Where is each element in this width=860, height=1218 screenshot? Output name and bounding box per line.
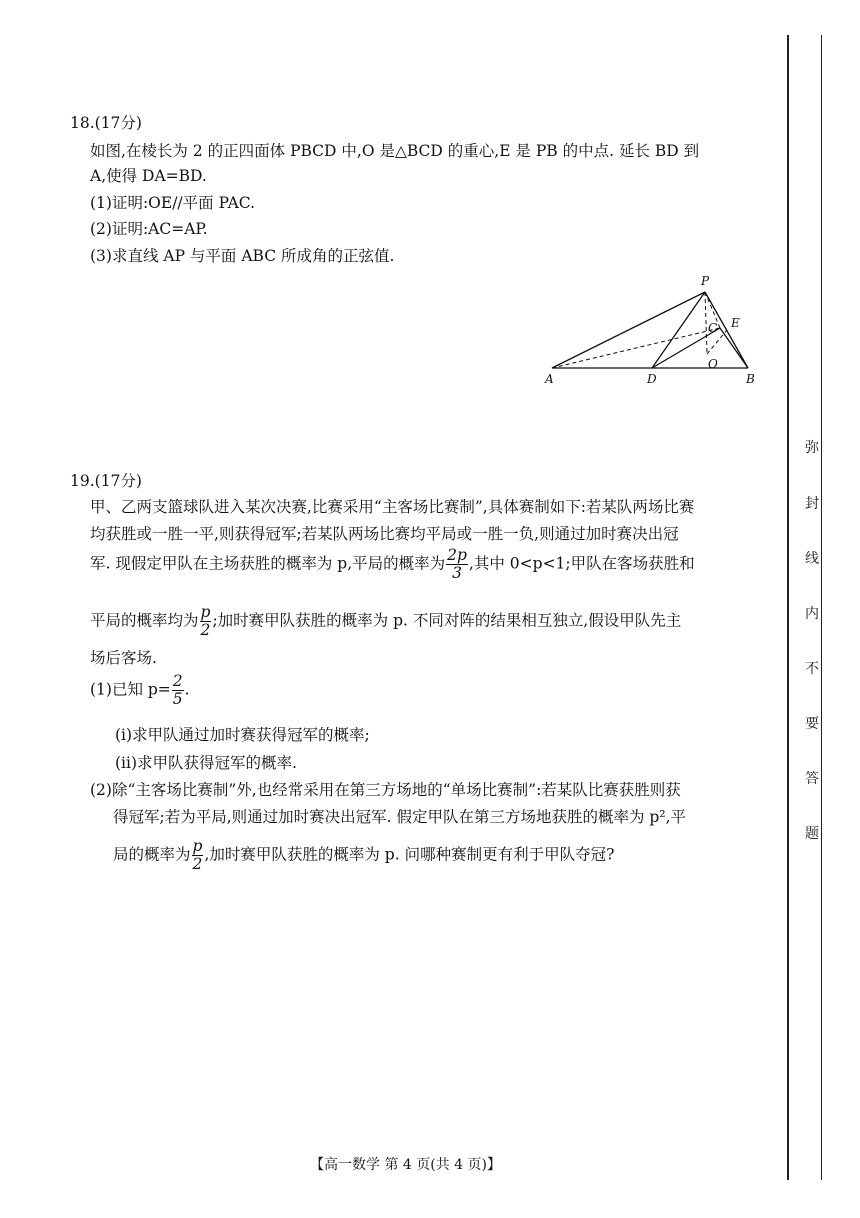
tetrahedron-figure [540, 270, 770, 390]
q18-part2: (2)证明:AC=AP. [90, 220, 208, 238]
q19-stem-line4: 平局的概率均为 $\frac{p}{2}$ ;加时赛甲队获胜的概率为 p. 不同对阵的结果相互独立,假设甲队先主 [90, 603, 682, 639]
segment-PO-dashed [705, 292, 707, 354]
q19-header: 19.(17分) [70, 472, 142, 490]
fraction-p-over-2: $\frac{p}{2}$ [200, 603, 211, 639]
seal-char-2: 封 [805, 496, 819, 512]
q19-sub1-i: (ⅰ)求甲队通过加时赛获得冠军的概率; [115, 726, 370, 744]
label-A: A [545, 372, 554, 386]
seal-char-4: 内 [805, 606, 819, 622]
segment-DP [652, 292, 705, 368]
seal-char-7: 答 [805, 771, 819, 787]
q18-part3: (3)求直线 AP 与平面 ABC 所成角的正弦值. [90, 247, 395, 265]
label-D: D [647, 372, 657, 386]
q19-stem-line1: 甲、乙两支篮球队进入某次决赛,比赛采用“主客场比赛制”,具体赛制如下:若某队两场比赛 [90, 498, 695, 516]
q18-part1: (1)证明:OE//平面 PAC. [90, 194, 256, 212]
fraction-2-over-5: $\frac{2}{5}$ [172, 672, 183, 708]
q19-stem-line2: 均获胜或一胜一平,则获得冠军;若某队两场比赛均平局或一胜一负,则通过加时赛决出冠 [90, 525, 679, 543]
seal-char-5: 不 [805, 661, 819, 677]
seal-char-8: 题 [805, 826, 819, 842]
label-P: P [701, 274, 710, 288]
q18-header: 18.(17分) [70, 114, 142, 132]
q19-stem-line3: 军. 现假定甲队在主场获胜的概率为 p,平局的概率为 $\frac{2p}{3}$ ,其中 0<p<1;甲队在客场获胜和 [90, 546, 695, 582]
seal-char-1: 弥 [805, 440, 819, 456]
q18-stem-line1: 如图,在棱长为 2 的正四面体 PBCD 中,O 是△BCD 的重心,E 是 PB 的中点. 延长 BD 到 [90, 142, 700, 160]
label-C: C [708, 321, 718, 335]
fraction-2p-over-3: $\frac{2p}{3}$ [447, 546, 467, 582]
q19-sub1: (1)已知 p= $\frac{2}{5}$ . [90, 672, 190, 708]
q19-sub2-line2: 得冠军;若为平局,则通过加时赛决出冠军. 假定甲队在第三方场地获胜的概率为 p²,平 [113, 808, 686, 826]
seal-char-6: 要 [805, 716, 819, 732]
page-footer: 【高一数学 第 4 页(共 4 页)】 [310, 1157, 501, 1173]
segment-BC [720, 328, 748, 368]
q19-sub2-line3: 局的概率为 $\frac{p}{2}$ ,加时赛甲队获胜的概率为 p. 问哪种赛制更有利于甲队夺冠? [113, 837, 615, 873]
q19-sub1-ii: (ⅱ)求甲队获得冠军的概率. [115, 754, 297, 772]
seal-char-3: 线 [805, 551, 819, 567]
q19-sub2-line1: (2)除“主客场比赛制”外,也经常采用在第三方场地的“单场比赛制”:若某队比赛获胜则获 [90, 781, 681, 799]
seal-line-right [821, 35, 822, 1180]
fraction-p-over-2-b: $\frac{p}{2}$ [192, 837, 203, 873]
seal-line-left [787, 35, 789, 1180]
q19-stem-line5: 场后客场. [90, 649, 157, 667]
q18-stem-line2: A,使得 DA=BD. [90, 167, 207, 185]
label-B: B [746, 372, 755, 386]
segment-AC-dashed [552, 328, 720, 368]
label-O: O [708, 357, 718, 371]
label-E: E [731, 316, 740, 330]
segment-AP [552, 292, 705, 368]
